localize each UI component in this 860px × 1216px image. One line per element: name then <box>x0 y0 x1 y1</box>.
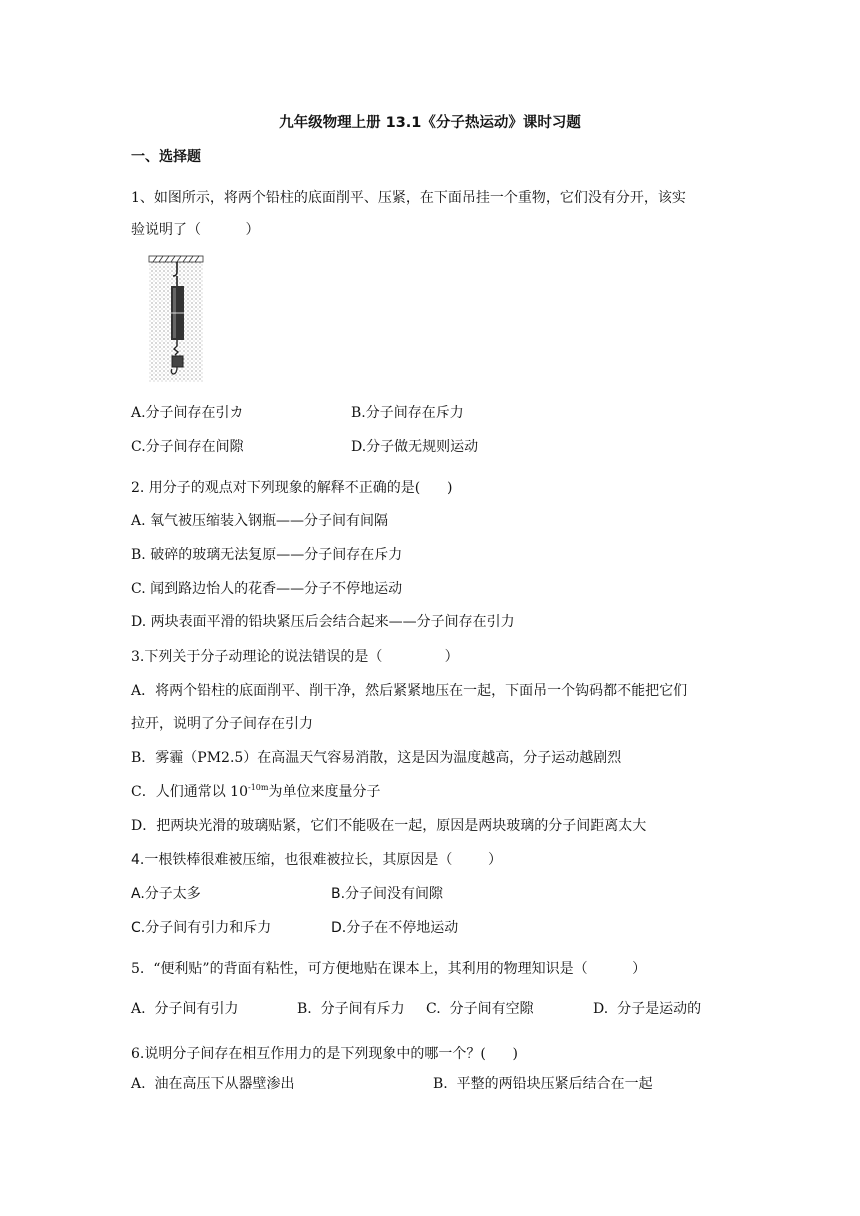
q3-option-c-exponent: -10m <box>247 783 269 792</box>
q5-option-a: A. 分子间有引力 <box>131 1001 239 1017</box>
q6-option-a: A. 油在高压下从器壁渗出 <box>131 1076 295 1092</box>
q4-stem: 4.一根铁棒很难被压缩，也很难被拉长，其原因是（ ） <box>131 852 502 868</box>
q3-stem: 3.下列关于分子动理论的说法错误的是（ ） <box>131 649 459 665</box>
q4-option-a: A.分子太多 <box>131 886 201 902</box>
q4-option-b: B.分子间没有间隙 <box>331 886 444 902</box>
q4-option-d: D.分子在不停地运动 <box>331 920 459 936</box>
q3-option-c-suffix: 为单位来度量分子 <box>268 784 381 800</box>
q2-stem: 2. 用分子的观点对下列现象的解释不正确的是( ) <box>131 480 453 496</box>
q2-option-d: D. 两块表面平滑的铅块紧压后会结合起来——分子间存在引力 <box>131 614 515 630</box>
q1-option-d: D.分子做无规则运动 <box>351 439 479 455</box>
document-title: 九年级物理上册 13.1《分子热运动》课时习题 <box>279 115 581 131</box>
q3-option-c-prefix: C．人们通常以 10 <box>131 784 248 800</box>
q3-option-d: D．把两块光滑的玻璃贴紧，它们不能吸在一起，原因是两块玻璃的分子间距离太大 <box>131 818 647 834</box>
q5-option-b: B. 分子间有斥力 <box>297 1001 405 1017</box>
q5-stem: 5. “便利贴”的背面有粘性，可方便地贴在课本上，其利用的物理知识是（ ） <box>131 961 647 977</box>
q2-option-a: A. 氧气被压缩装入钢瓶——分子间有间隔 <box>131 513 389 529</box>
q1-option-a: A.分子间存在引カ <box>131 405 244 421</box>
q4-option-c: C.分子间有引力和斥力 <box>131 920 272 936</box>
q1-stem-line1: 1、如图所示，将两个铅柱的底面削平、压紧，在下面吊挂一个重物，它们没有分开，该实 <box>131 190 686 206</box>
q6-stem: 6.说明分子间存在相互作用力的是下列现象中的哪一个？( ) <box>131 1046 518 1062</box>
q5-option-c: C. 分子间有空隙 <box>426 1001 534 1017</box>
q2-option-c: C. 闻到路边怡人的花香——分子不停地运动 <box>131 581 403 597</box>
q3-option-c <box>131 783 380 801</box>
q1-option-b: B.分子间存在斥力 <box>351 405 464 421</box>
section-heading: 一、选择题 <box>131 149 201 165</box>
q5-option-d: D. 分子是运动的 <box>593 1001 702 1017</box>
lead-cylinders-figure <box>147 254 207 384</box>
q1-stem-line2: 验说明了（ ） <box>131 222 260 238</box>
q6-option-b: B. 平整的两铅块压紧后结合在一起 <box>433 1076 653 1092</box>
q1-option-c: C.分子间存在间隙 <box>131 439 244 455</box>
q3-option-a-line2: 拉开，说明了分子间存在引力 <box>131 716 313 732</box>
q3-option-b: B．雾霾（PM2.5）在高温天气容易消散，这是因为温度越高，分子运动越剧烈 <box>131 750 622 766</box>
q3-option-a-line1: A．将两个铅柱的底面削平、削干净，然后紧紧地压在一起，下面吊一个钩码都不能把它们 <box>131 683 688 699</box>
q2-option-b: B. 破碎的玻璃无法复原——分子间存在斥力 <box>131 547 403 563</box>
